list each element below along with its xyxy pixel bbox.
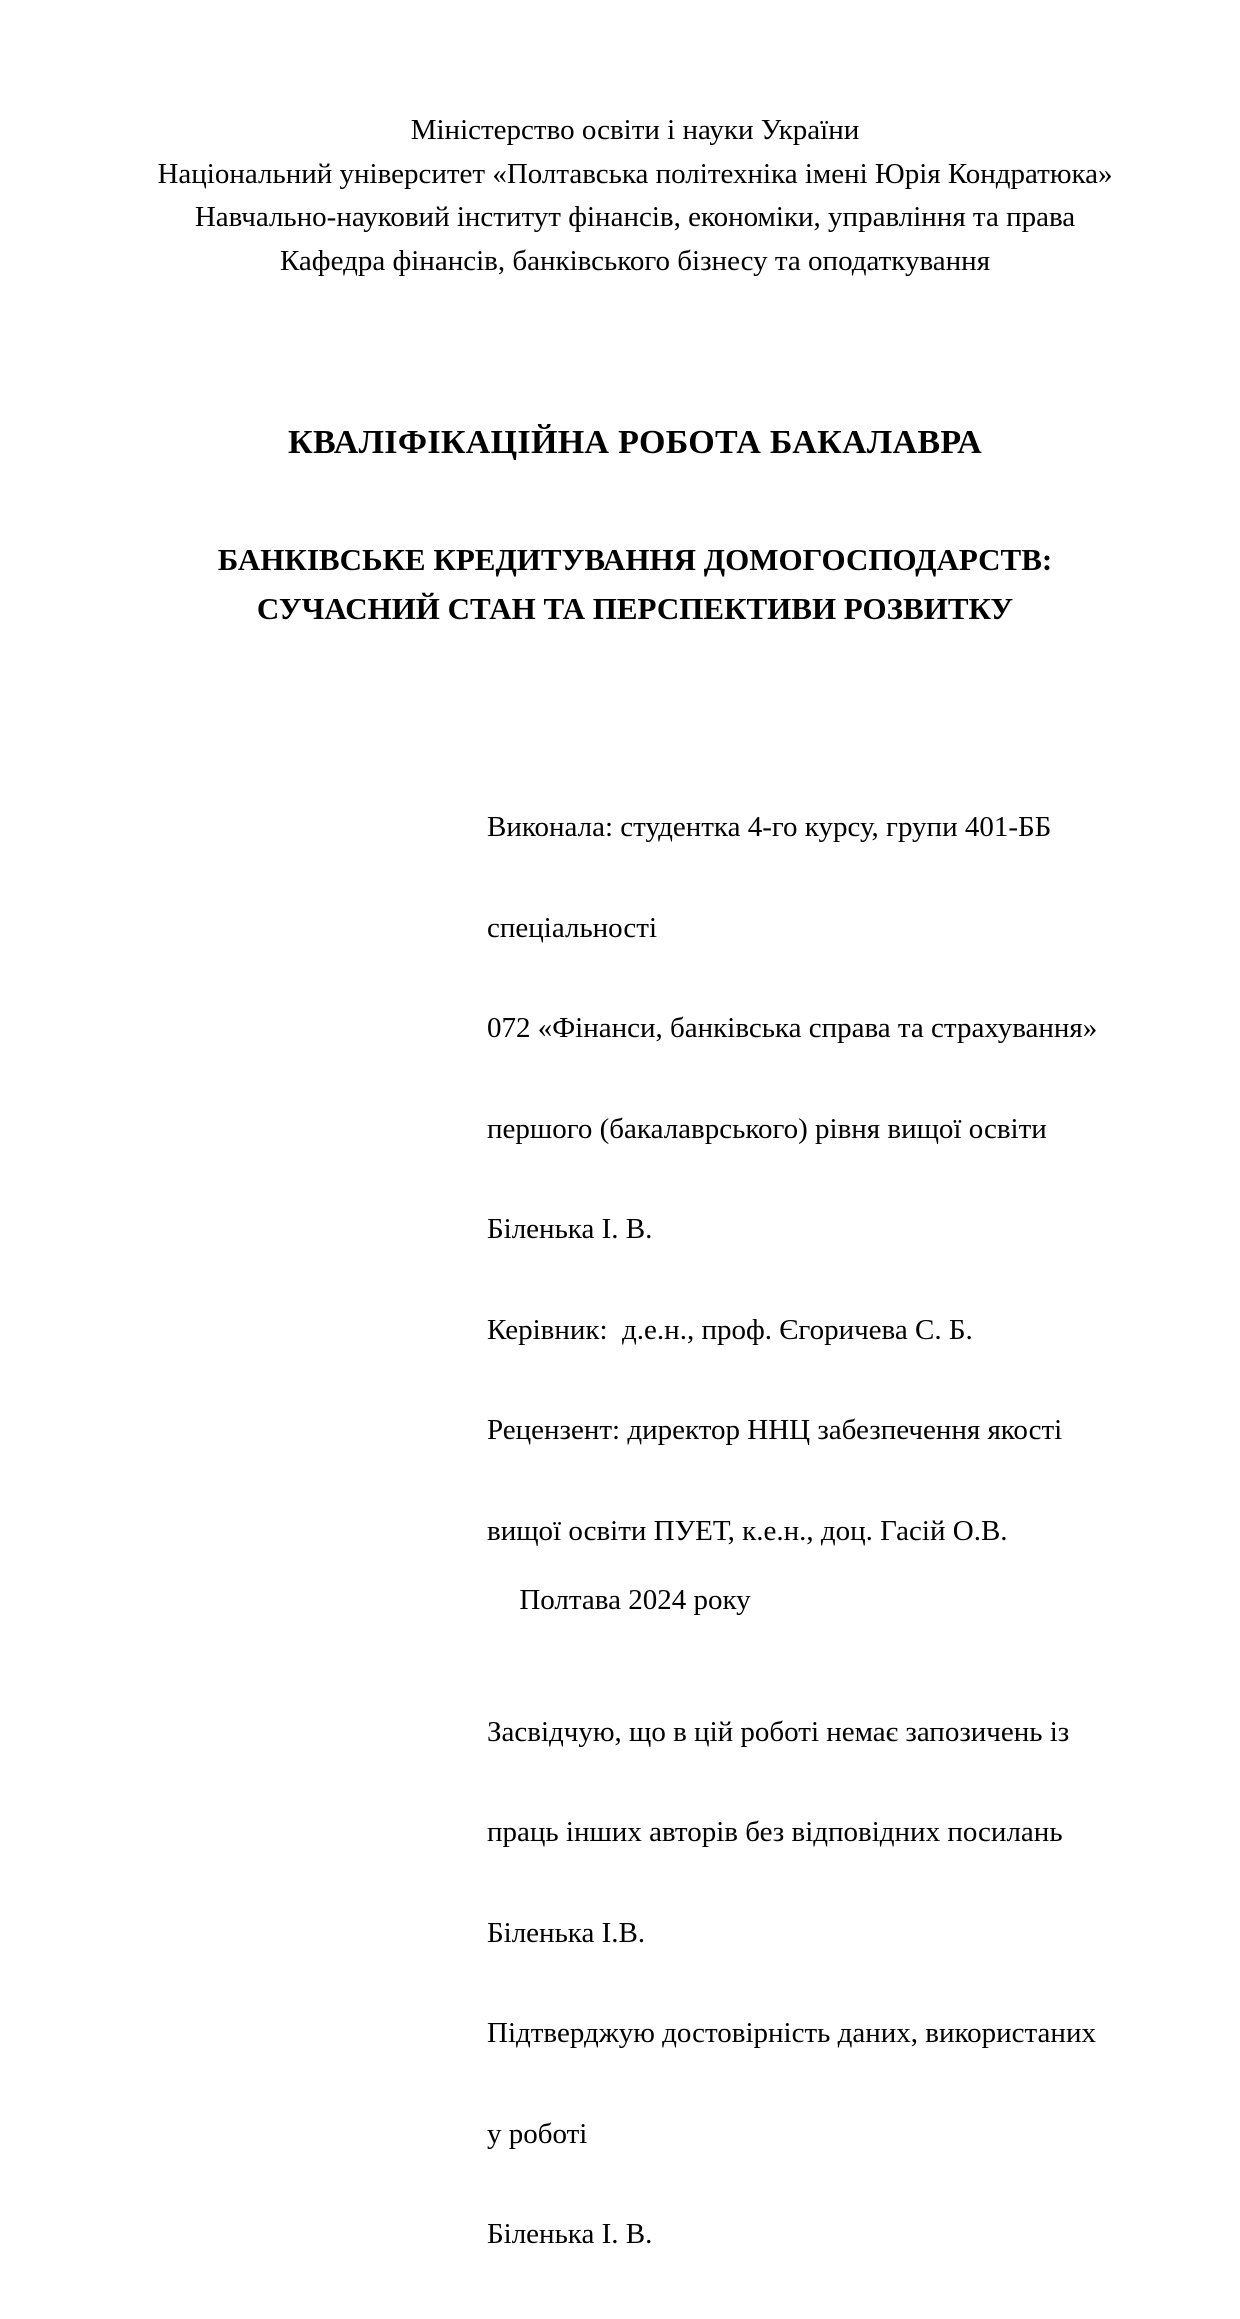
declaration-signature-2: Біленька І. В.	[487, 2218, 653, 2250]
declaration-signature-1: Біленька І.В.	[487, 1916, 646, 1949]
institution-header	[150, 109, 1120, 283]
ministry-line: Міністерство освіти і науки України	[410, 114, 860, 146]
thesis-title-line-2: СУЧАСНИЙ СТАН ТА ПЕРСПЕКТИВИ РОЗВИТКУ	[256, 591, 1014, 626]
reviewer-line-2: вищої освіти ПУЕТ, к.е.н., доц. Гасій О.В.	[487, 1514, 1008, 1547]
reviewer-line-1: Рецензент: директор ННЦ забезпечення якості	[487, 1414, 1063, 1446]
department-line: Кафедра фінансів, банківського бізнесу та оподаткування	[279, 244, 991, 277]
institute-line: Навчально-науковий інститут фінансів, економіки, управління та права	[194, 201, 1076, 233]
credits-block	[487, 744, 1127, 2319]
degree-level-line: першого (бакалаврського) рівня вищої освіти	[487, 1112, 1047, 1145]
declaration-line-3: Підтверджую достовірність даних, використаних	[487, 2017, 1096, 2049]
thesis-title-line-1: БАНКІВСЬКЕ КРЕДИТУВАННЯ ДОМОГОСПОДАРСТВ:	[217, 542, 1053, 577]
specialty-code-line: 072 «Фінанси, банківська справа та страхування»	[487, 1012, 1098, 1044]
specialty-label-line: спеціальності	[487, 911, 658, 944]
thesis-title	[150, 535, 1120, 633]
work-type-heading: КВАЛІФІКАЦІЙНА РОБОТА БАКАЛАВРА	[288, 424, 982, 461]
declaration-line-4: у роботі	[487, 2117, 588, 2150]
performer-line: Виконала: студентка 4-го курсу, групи 401-ББ	[487, 811, 1052, 843]
declaration-line-1: Засвідчую, що в цій роботі немає запозичень із	[487, 1715, 1070, 1748]
city-year-line: Полтава 2024 року	[519, 1584, 751, 1616]
university-line: Національний університет «Полтавська політехніка імені Юрія Кондратюка»	[157, 157, 1113, 190]
supervisor-line: Керівник: д.е.н., проф. Єгоричева С. Б.	[487, 1313, 973, 1346]
student-name-line: Біленька І. В.	[487, 1213, 653, 1245]
declaration-line-2: праць інших авторів без відповідних посилань	[487, 1816, 1063, 1848]
